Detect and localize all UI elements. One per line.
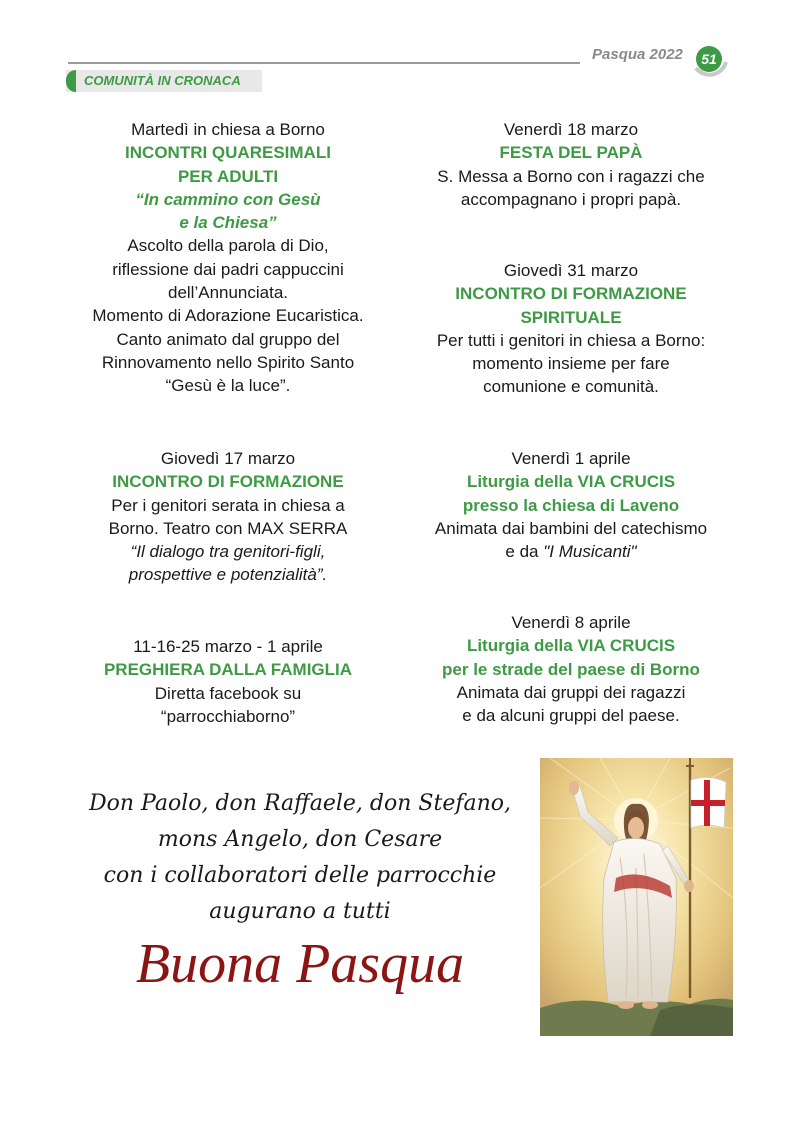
event-line: Animata dai bambini del catechismo <box>434 518 708 538</box>
event-line: dell’Annunciata. <box>167 283 289 303</box>
event-title: Liturgia della VIA CRUCIS <box>466 636 676 656</box>
event-line: comunione e comunità. <box>483 377 659 397</box>
event-line-text: e da "I Musicanti" <box>505 542 637 562</box>
greeting-line: mons Angelo, don Cesare <box>157 827 443 852</box>
event-line: accompagnano i propri papà. <box>460 189 682 209</box>
header-rule <box>68 62 580 64</box>
event-festa-papa <box>400 118 742 211</box>
event-line: riflessione dai padri cappuccini <box>112 259 344 279</box>
event-line <box>400 540 742 563</box>
event-line: e da alcuni gruppi del paese. <box>462 706 680 726</box>
event-line: Martedì in chiesa a Borno <box>131 120 325 139</box>
event-subtitle: e la Chiesa” <box>179 213 277 233</box>
event-title: PER ADULTI <box>177 166 279 186</box>
event-subtitle: “In cammino con Gesù <box>135 189 321 209</box>
event-line: Per tutti i genitori in chiesa a Borno: <box>436 330 706 350</box>
risen-christ-image <box>540 758 733 1036</box>
greeting-line: augurano a tutti <box>209 899 391 924</box>
event-line: Canto animato dal gruppo del <box>116 329 340 349</box>
event-line: 11-16-25 marzo - 1 aprile <box>133 637 323 656</box>
event-line: “Il dialogo tra genitori-figli, <box>130 542 326 562</box>
event-line: Ascolto della parola di Dio, <box>127 236 329 256</box>
page-number: 51 <box>696 46 722 72</box>
event-title: INCONTRO DI FORMAZIONE <box>112 472 344 492</box>
event-formazione-spirituale <box>400 259 742 399</box>
event-title: Liturgia della VIA CRUCIS <box>466 472 676 492</box>
event-title: INCONTRO DI FORMAZIONE <box>455 284 687 304</box>
event-formazione-genitori <box>40 447 416 587</box>
event-via-crucis-laveno <box>400 447 742 563</box>
event-title: per le strade del paese di Borno <box>442 659 700 679</box>
event-line: S. Messa a Borno con i ragazzi che <box>437 166 705 186</box>
section-tab-marker <box>66 70 76 92</box>
event-line: momento insieme per fare <box>472 354 670 374</box>
issue-title: Pasqua 2022 <box>592 46 683 63</box>
event-line: Giovedì 17 marzo <box>160 449 296 468</box>
event-line: Venerdì 8 aprile <box>511 613 631 632</box>
event-line: Venerdì 18 marzo <box>503 120 639 139</box>
event-title: FESTA DEL PAPÀ <box>499 143 643 163</box>
section-title: COMUNITÀ IN CRONACA <box>84 73 241 88</box>
event-line: Rinnovamento nello Spirito Santo <box>101 352 355 372</box>
event-line: prospettive e potenzialità”. <box>128 565 328 585</box>
event-line: Giovedì 31 marzo <box>503 261 639 280</box>
greeting-line: Don Paolo, don Raffaele, don Stefano, <box>88 791 512 816</box>
event-line: Per i genitori serata in chiesa a <box>111 495 345 515</box>
event-title: INCONTRI QUARESIMALI <box>125 143 331 163</box>
event-title: SPIRITUALE <box>520 307 622 327</box>
event-quaresimali <box>40 118 416 398</box>
event-line: “Gesù è la luce”. <box>165 376 291 396</box>
event-line: Diretta facebook su <box>154 683 302 703</box>
event-line: Momento di Adorazione Eucaristica. <box>92 306 364 326</box>
easter-greeting <box>80 786 520 930</box>
event-line: Venerdì 1 aprile <box>511 449 631 468</box>
event-preghiera-famiglia <box>40 635 416 728</box>
greeting-line: con i collaboratori delle parrocchie <box>103 863 497 888</box>
event-line: “parrocchiaborno” <box>160 706 296 726</box>
buona-pasqua-headline: Buona Pasqua <box>135 933 465 995</box>
event-via-crucis-borno <box>400 611 742 727</box>
event-line: Borno. Teatro con MAX SERRA <box>108 518 348 538</box>
section-tag <box>66 70 262 92</box>
event-title: presso la chiesa di Laveno <box>462 495 680 515</box>
event-title: PREGHIERA DALLA FAMIGLIA <box>103 660 353 680</box>
event-line: Animata dai gruppi dei ragazzi <box>456 682 686 702</box>
